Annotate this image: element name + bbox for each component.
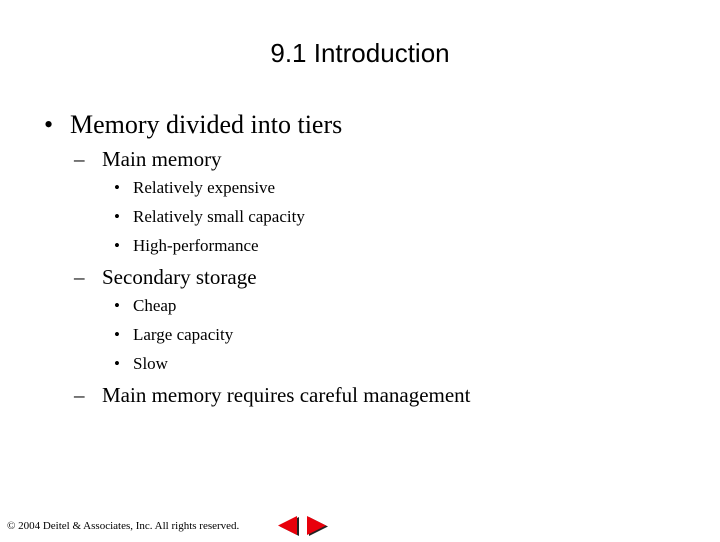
bullet-text: Secondary storage	[102, 265, 257, 289]
previous-slide-button[interactable]	[275, 515, 301, 537]
bullet-marker: •	[114, 325, 120, 344]
bullet-marker: •	[114, 296, 120, 315]
dash-marker: –	[74, 147, 85, 171]
dash-marker: –	[74, 265, 85, 289]
bullet-text: Memory divided into tiers	[70, 110, 343, 139]
bullet-marker: •	[44, 110, 54, 139]
copyright-footer: © 2004 Deitel & Associates, Inc. All rights reserved.	[7, 520, 240, 532]
bullet-text: Slow	[133, 354, 168, 373]
bullet-text: Main memory requires careful management	[102, 383, 471, 407]
dash-marker: –	[74, 383, 85, 407]
next-slide-button[interactable]	[305, 515, 331, 537]
bullet-text: Cheap	[133, 296, 177, 315]
bullet-text: Main memory	[102, 147, 222, 171]
bullet-marker: •	[114, 178, 120, 197]
bullet-marker: •	[114, 354, 120, 373]
bullet-text: High-performance	[133, 236, 259, 255]
slide-title-text: 9.1 Introduction	[270, 38, 450, 68]
bullet-text: Relatively small capacity	[133, 207, 305, 226]
slide-title	[0, 36, 720, 70]
left-arrow-icon	[275, 515, 301, 537]
bullet-text: Large capacity	[133, 325, 234, 344]
bullet-text: Relatively expensive	[133, 178, 276, 197]
bullet-marker: •	[114, 207, 120, 226]
bullet-marker: •	[114, 236, 120, 255]
right-arrow-icon	[305, 515, 331, 537]
